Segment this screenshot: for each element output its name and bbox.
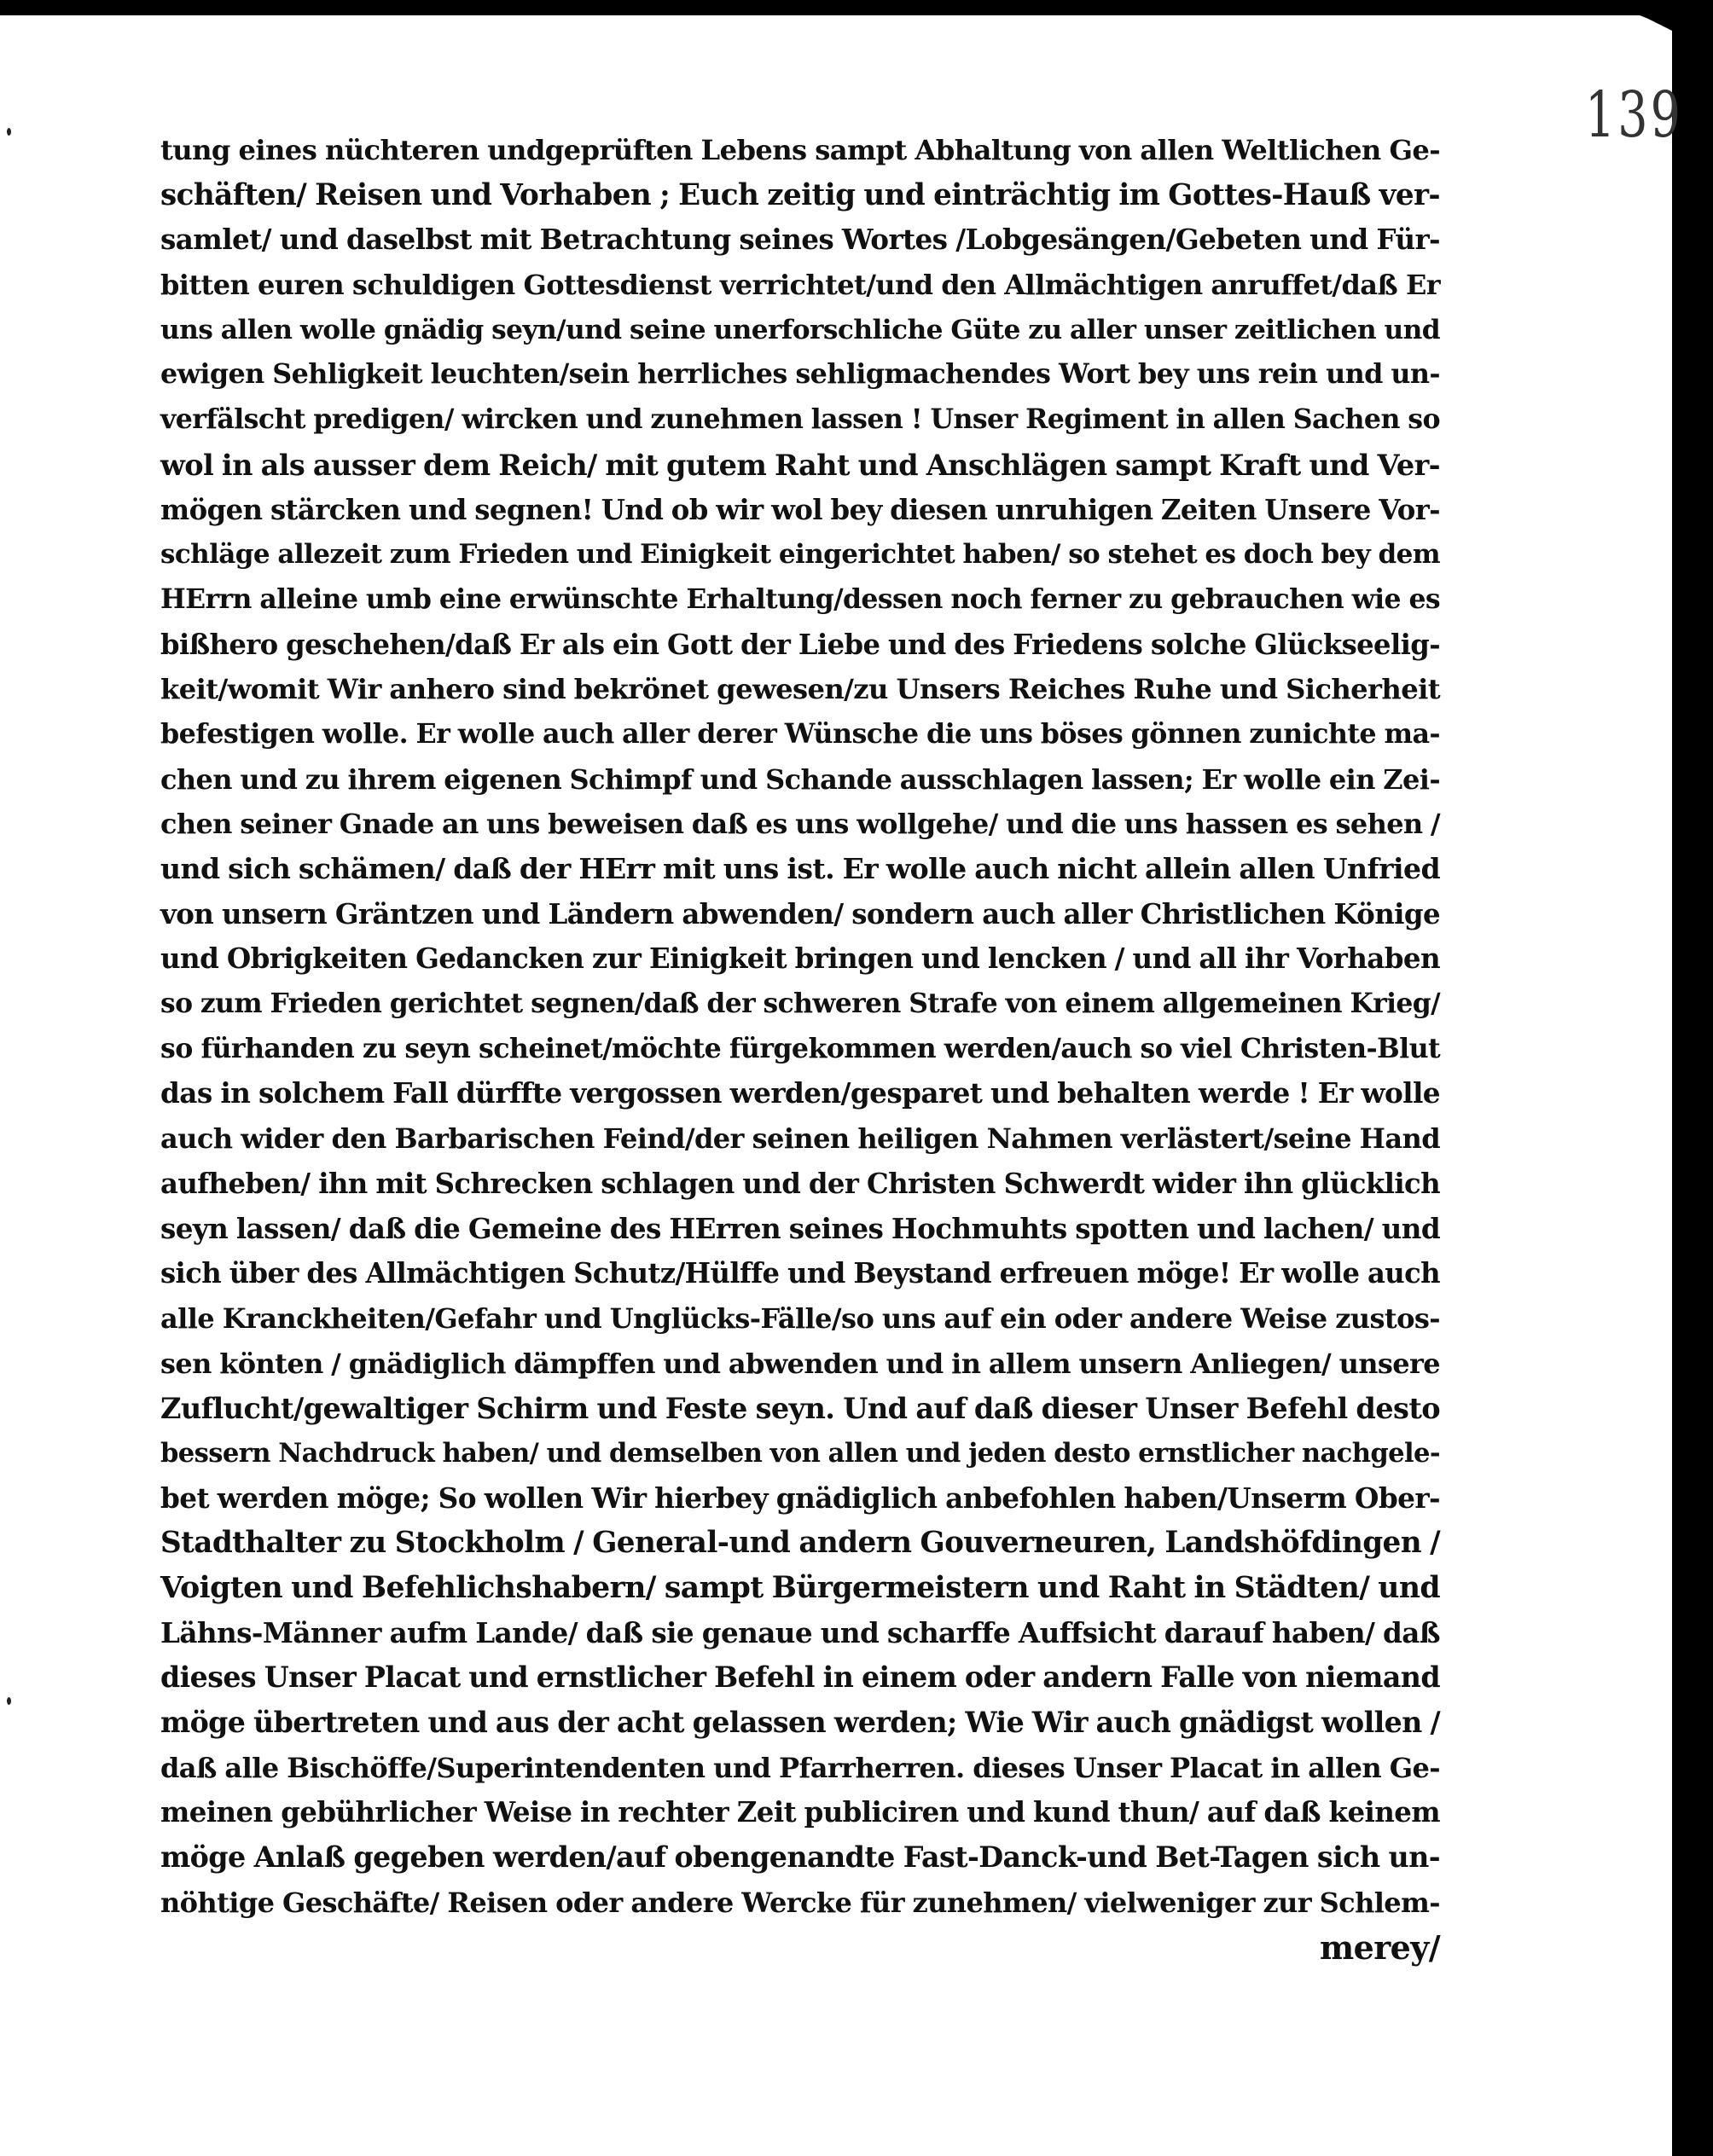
text-line: verfälscht predigen/ wircken und zunehmen lassen ! Unser Regiment in allen Sachen so: [160, 403, 1440, 436]
text-line: bessern Nachdruck haben/ und demselben von allen und jeden desto ernstlicher nachgele-: [160, 1437, 1440, 1469]
text-line: wol in als ausser dem Reich/ mit gutem Raht und Anschlägen sampt Kraft und Ver-: [160, 447, 1440, 482]
scan-border-right: [1672, 0, 1713, 2156]
text-line: alle Kranckheiten/Gefahr und Unglücks-Fälle/so uns auf ein oder andere Weise zustos-: [160, 1301, 1440, 1335]
text-line: keit/womit Wir anhero sind bekrönet gewesen/zu Unsers Reiches Ruhe und Sicherheit: [160, 673, 1440, 706]
text-line: nöhtige Geschäfte/ Reisen oder andere Wercke für zunehmen/ vielweniger zur Schlem-: [160, 1886, 1440, 1919]
text-line: und Obrigkeiten Gedancken zur Einigkeit bringen und lencken / und all ihr Vorhaben: [160, 942, 1440, 976]
text-line: meinen gebührlicher Weise in rechter Zeit publiciren und kund thun/ auf daß keinem: [160, 1796, 1440, 1829]
text-line: tung eines nüchteren undgeprüften Lebens sampt Abhaltung von allen Weltlichen Ge-: [160, 134, 1440, 166]
text-line: schläge allezeit zum Frieden und Einigkeit eingerichtet haben/ so stehet es doch bey dem: [160, 539, 1440, 571]
text-line: möge übertreten und aus der acht gelassen werden; Wie Wir auch gnädigst wollen /: [160, 1706, 1440, 1740]
catchword-line: merey/: [1320, 1927, 1440, 1967]
scan-speck: [7, 128, 11, 136]
text-line: ewigen Sehligkeit leuchten/sein herrliches sehligmachendes Wort bey uns rein und un-: [160, 358, 1440, 391]
text-line: bißhero geschehen/daß Er als ein Gott der Liebe und des Friedens solche Glückseelig-: [160, 628, 1440, 661]
text-line: das in solchem Fall dürffte vergossen werden/gesparet und behalten werde ! Er wolle: [160, 1076, 1440, 1110]
text-line: chen und zu ihrem eigenen Schimpf und Schande ausschlagen lassen; Er wolle ein Zei-: [160, 762, 1440, 796]
text-line: bitten euren schuldigen Gottesdienst verrichtet/und den Allmächtigen anruffet/daß Er: [160, 269, 1440, 302]
text-line: uns allen wolle gnädig seyn/und seine unerforschliche Güte zu aller unser zeitlichen und: [160, 314, 1440, 345]
text-line: so fürhanden zu seyn scheinet/möchte fürgekommen werden/auch so viel Christen-Blut: [160, 1032, 1440, 1064]
scan-border-top: [0, 0, 1672, 15]
text-line: bet werden möge; So wollen Wir hierbey gnädiglich anbefohlen haben/Unserm Ober-: [160, 1481, 1440, 1515]
text-line: daß alle Bischöffe/Superintendenten und Pfarrherren. dieses Unser Placat in allen Ge-: [160, 1751, 1440, 1784]
text-line: seyn lassen/ daß die Gemeine des HErren seines Hochmuhts spotten und lachen/ und: [160, 1211, 1440, 1245]
text-line: Voigten und Befehlichshabern/ sampt Bürgermeistern und Raht in Städten/ und: [160, 1571, 1440, 1605]
text-line: und sich schämen/ daß der HErr mit uns ist. Er wolle auch nicht allein allen Unfried: [160, 852, 1440, 885]
text-line: Lähns-Männer aufm Lande/ daß sie genaue und scharffe Auffsicht darauf haben/ daß: [160, 1615, 1440, 1649]
scan-speck: [7, 1697, 11, 1705]
text-line: HErrn alleine umb eine erwünschte Erhaltung/dessen noch ferner zu gebrauchen wie es: [160, 582, 1440, 615]
text-line: so zum Frieden gerichtet segnen/daß der schweren Strafe von einem allgemeinen Krieg/: [160, 988, 1440, 1020]
text-line: chen seiner Gnade an uns beweisen daß es uns wollgehe/ und die uns hassen es sehen /: [160, 808, 1440, 841]
body-text: [160, 128, 1440, 1970]
text-line: sen könten / gnädiglich dämpffen und abwenden und in allem unsern Anliegen/ unsere: [160, 1347, 1440, 1380]
text-line: schäften/ Reisen und Vorhaben ; Euch zeitig und einträchtig im Gottes-Hauß ver-: [160, 177, 1440, 212]
page-number: 139: [1585, 78, 1683, 152]
text-line: sich über des Allmächtigen Schutz/Hülffe und Beystand erfreuen möge! Er wolle auch: [160, 1257, 1440, 1290]
text-line: aufheben/ ihn mit Schrecken schlagen und der Christen Schwerdt wider ihn glücklich: [160, 1167, 1440, 1200]
text-line: dieses Unser Placat und ernstlicher Befehl in einem oder andern Falle von niemand: [160, 1660, 1440, 1695]
text-line: samlet/ und daselbst mit Betrachtung seines Wortes /Lobgesängen/Gebeten und Für-: [160, 223, 1440, 257]
text-line: Zuflucht/gewaltiger Schirm und Feste seyn. Und auf daß dieser Unser Befehl desto: [160, 1391, 1440, 1426]
text-line: Stadthalter zu Stockholm / General-und andern Gouverneuren, Landshöfdingen /: [160, 1526, 1440, 1561]
text-line: möge Anlaß gegeben werden/auf obengenandte Fast-Danck-und Bet-Tagen sich un-: [160, 1840, 1440, 1875]
text-line: befestigen wolle. Er wolle auch aller derer Wünsche die uns böses gönnen zunichte ma-: [160, 717, 1440, 750]
text-line: auch wider den Barbarischen Feind/der seinen heiligen Nahmen verlästert/seine Hand: [160, 1122, 1440, 1156]
text-line: mögen stärcken und segnen! Und ob wir wol bey diesen unruhigen Zeiten Unsere Vor-: [160, 493, 1440, 526]
text-line: von unsern Gräntzen und Ländern abwenden/ sondern auch aller Christlichen Könige: [160, 897, 1440, 930]
